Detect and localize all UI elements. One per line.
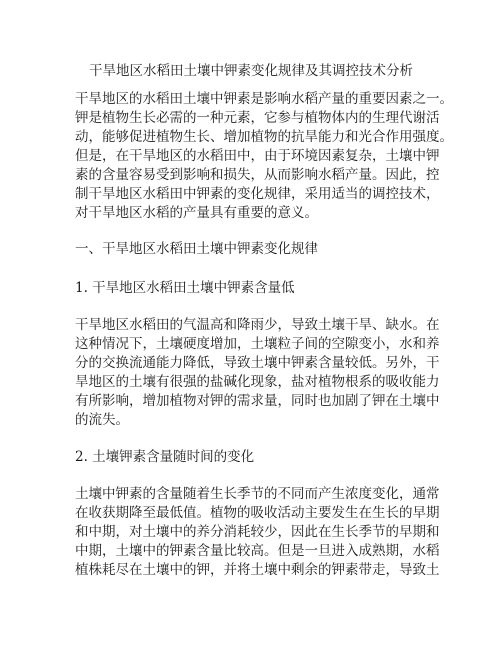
paragraph-line: 干旱地区的水稻田土壤中钾素是影响水稻产量的重要因素之一。 (75, 91, 453, 107)
paragraph-line: 在收获期降至最低值。植物的吸收活动主要发生在生长的早期 (75, 505, 440, 521)
paragraph-line: 素的含量容易受到影响和损失，从而影响水稻产量。因此，控 (75, 167, 440, 183)
paragraph-line: 和中期，对土壤中的养分消耗较少，因此在生长季节的早期和 (75, 524, 440, 540)
subsection-1-paragraph (75, 316, 440, 430)
subsection-2-paragraph (75, 485, 440, 580)
paragraph-line: 有所影响，增加植物对钾的需求量，同时也加剧了钾在土壤中 (75, 393, 440, 409)
subsection-heading-2: 2. 土壤钾素含量随时间的变化 (75, 449, 255, 465)
document-title: 干旱地区水稻田土壤中钾素变化规律及其调控技术分析 (89, 63, 413, 79)
subsection-heading-1: 1. 干旱地区水稻田土壤中钾素含量低 (75, 280, 295, 296)
paragraph-line: 的流失。 (75, 412, 129, 428)
paragraph-line: 植株耗尽在土壤中的钾，并将土壤中剩余的钾素带走，导致土 (75, 562, 440, 578)
paragraph-line: 中期，土壤中的钾素含量比较高。但是一旦进入成熟期，水稻 (75, 543, 440, 559)
paragraph-line: 对干旱地区水稻的产量具有重要的意义。 (75, 205, 318, 221)
paragraph-line: 这种情况下，土壤硬度增加，土壤粒子间的空隙变小，水和养 (75, 336, 440, 352)
paragraph-line: 旱地区的土壤有很强的盐碱化现象，盐对植物根系的吸收能力 (75, 374, 440, 390)
intro-paragraph (75, 90, 453, 223)
paragraph-line: 但是，在干旱地区的水稻田中，由于环境因素复杂，土壤中钾 (75, 148, 440, 164)
paragraph-line: 钾是植物生长必需的一种元素，它参与植物体内的生理代谢活 (75, 110, 440, 126)
section-heading: 一、干旱地区水稻田土壤中钾素变化规律 (75, 241, 318, 257)
paragraph-line: 动，能够促进植物生长、增加植物的抗旱能力和光合作用强度。 (75, 129, 453, 145)
paragraph-line: 分的交换流通能力降低，导致土壤中钾素含量较低。另外，干 (75, 355, 440, 371)
paragraph-line: 干旱地区水稻田的气温高和降雨少，导致土壤干旱、缺水。在 (75, 317, 440, 333)
paragraph-line: 土壤中钾素的含量随着生长季节的不同而产生浓度变化，通常 (75, 486, 440, 502)
paragraph-line: 制干旱地区水稻田中钾素的变化规律，采用适当的调控技术， (75, 186, 440, 202)
